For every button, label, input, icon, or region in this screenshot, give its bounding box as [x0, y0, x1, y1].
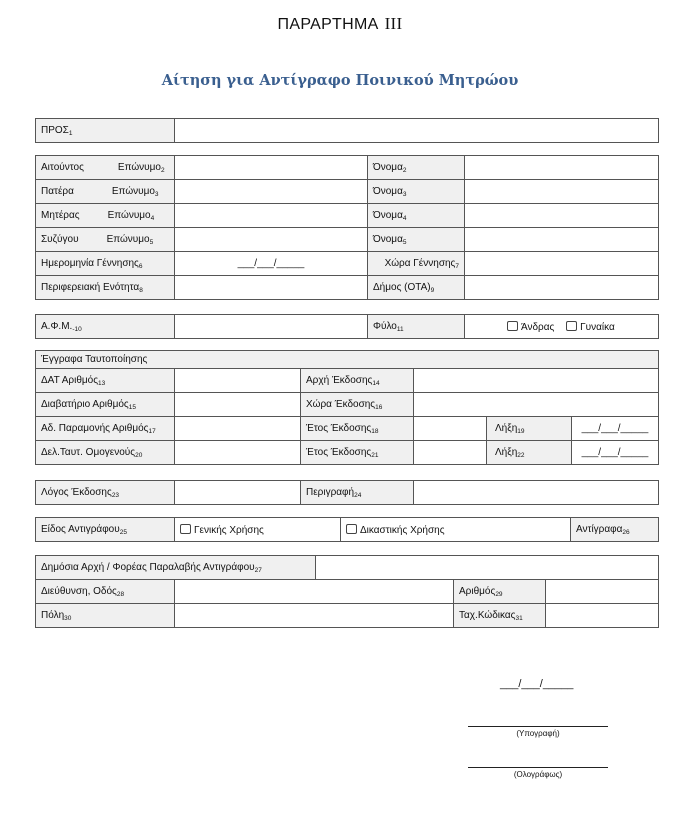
- region-field[interactable]: [175, 276, 368, 300]
- father-name-field[interactable]: [465, 180, 659, 204]
- street-number-field[interactable]: [546, 580, 659, 604]
- fullname-line[interactable]: [468, 767, 608, 768]
- spouse-name-label: Όνομα$_5$: [368, 228, 465, 252]
- reason-section: [35, 480, 659, 505]
- expiry-a-label: Λήξη$_{19}$: [487, 417, 572, 441]
- signature-caption: (Υπογραφή): [516, 729, 560, 738]
- spouse-surname-field[interactable]: [175, 228, 368, 252]
- general-use-checkbox[interactable]: [180, 524, 191, 534]
- issue-year-a-label: Έτος Έκδοσης$_{18}$: [301, 417, 414, 441]
- annex-heading: [0, 14, 680, 34]
- dat-label: ΔΑΤ Αριθμός$_{13}$: [36, 369, 175, 393]
- copy-type-section: [35, 517, 659, 542]
- afm-field[interactable]: [175, 315, 368, 339]
- municipality-label: Δήμος $(OTA)_9$: [368, 276, 465, 300]
- judicial-use-checkbox[interactable]: [346, 524, 357, 534]
- issue-country-label: Χώρα Έκδοσης$_{16}$: [301, 393, 414, 417]
- birth-date-field[interactable]: ___/___/_____: [175, 252, 368, 276]
- personal-data-section: [35, 155, 659, 300]
- male-checkbox[interactable]: [507, 321, 518, 331]
- birth-date-label: Ημερομηνία Γέννησης$_6$: [36, 252, 175, 276]
- father-surname-label: Πατέρα Επώνυμο$_3$: [36, 180, 175, 204]
- region-label: Περιφερειακή Ενότητα$_8$: [36, 276, 175, 300]
- birth-country-field[interactable]: [465, 252, 659, 276]
- signature-line[interactable]: [468, 726, 608, 727]
- municipality-field[interactable]: [465, 276, 659, 300]
- receiver-heading: Δημόσια Αρχή / Φορέας Παραλαβής Αντιγράφου$_{27}$: [36, 556, 316, 580]
- address-field[interactable]: [175, 580, 454, 604]
- general-use-option: [175, 518, 341, 542]
- mother-name-label: Όνομα$_4$: [368, 204, 465, 228]
- passport-field[interactable]: [175, 393, 301, 417]
- description-field[interactable]: [414, 481, 659, 505]
- tax-gender-section: [35, 314, 659, 339]
- birth-country-label: Χώρα Γέννησης$_7$: [368, 252, 465, 276]
- passport-label: Διαβατήριο Αριθμός$_{15}$: [36, 393, 175, 417]
- applicant-name-field[interactable]: [465, 156, 659, 180]
- receiver-section: [35, 555, 659, 628]
- spouse-name-field[interactable]: [465, 228, 659, 252]
- father-name-label: Όνομα$_3$: [368, 180, 465, 204]
- postcode-field[interactable]: [546, 604, 659, 628]
- judicial-use-label: Δικαστικής Χρήσης: [360, 524, 445, 536]
- afm-label: $A.\Phi.M._{-10}$: [36, 315, 175, 339]
- issue-year-b-label: Έτος Έκδοσης$_{21}$: [301, 441, 414, 465]
- applicant-name-label: Όνομα$_2$: [368, 156, 465, 180]
- city-field[interactable]: [175, 604, 454, 628]
- signature-date-field[interactable]: ___/___/_____: [500, 678, 574, 690]
- omogenous-id-label: Δελ.Ταυτ. Ομογενούς$_{20}$: [36, 441, 175, 465]
- issue-year-b-field[interactable]: [414, 441, 487, 465]
- reason-field[interactable]: [175, 481, 301, 505]
- expiry-b-label: Λήξη$_{22}$: [487, 441, 572, 465]
- fullname-caption: (Ολογράφως): [513, 770, 563, 779]
- annex-number: III: [384, 14, 403, 33]
- applicant-surname-field[interactable]: [175, 156, 368, 180]
- id-documents-section: [35, 350, 659, 465]
- general-use-label: Γενικής Χρήσης: [194, 524, 264, 536]
- expiry-a-field[interactable]: ___/___/_____: [572, 417, 659, 441]
- residence-permit-label: Αδ. Παραμονής Αριθμός$_{17}$: [36, 417, 175, 441]
- recipient-label: $\Pi PO\Sigma_1$: [36, 119, 175, 143]
- reason-label: Λόγος Έκδοσης$_{23}$: [36, 481, 175, 505]
- mother-name-field[interactable]: [465, 204, 659, 228]
- description-label: Περιγραφή$_{24}$: [301, 481, 414, 505]
- receiver-field[interactable]: [316, 556, 659, 580]
- postcode-label: Ταχ.Κώδικας$_{31}$: [454, 604, 546, 628]
- female-label: Γυναίκα: [580, 321, 615, 333]
- issue-year-a-field[interactable]: [414, 417, 487, 441]
- city-label: Πόλη$_{30}$: [36, 604, 175, 628]
- father-surname-field[interactable]: [175, 180, 368, 204]
- expiry-b-field[interactable]: ___/___/_____: [572, 441, 659, 465]
- copies-label: Αντίγραφα$_{26}$: [571, 518, 659, 542]
- omogenous-id-field[interactable]: [175, 441, 301, 465]
- male-label: Άνδρας: [521, 321, 555, 333]
- gender-options: [465, 315, 659, 339]
- judicial-use-option: [341, 518, 571, 542]
- issue-country-field[interactable]: [414, 393, 659, 417]
- gender-label: Φύλο$_{11}$: [368, 315, 465, 339]
- id-documents-heading: Έγγραφα Ταυτοποίησης: [36, 351, 659, 369]
- residence-permit-field[interactable]: [175, 417, 301, 441]
- recipient-section: [35, 118, 659, 143]
- copy-type-label: Είδος Αντιγράφου$_{25}$: [36, 518, 175, 542]
- spouse-surname-label: Συζύγου Επώνυμο$_5$: [36, 228, 175, 252]
- annex-label: ΠΑΡΑΡΤΗΜΑ: [277, 16, 379, 33]
- female-checkbox[interactable]: [566, 321, 577, 331]
- authority-label: Αρχή Έκδοσης$_{14}$: [301, 369, 414, 393]
- form-title: Αίτηση για Αντίγραφο Ποινικού Μητρώου: [161, 72, 519, 89]
- applicant-surname-label: Αιτούντος Επώνυμο$_2$: [36, 156, 175, 180]
- authority-field[interactable]: [414, 369, 659, 393]
- dat-field[interactable]: [175, 369, 301, 393]
- address-label: Διεύθυνση, Οδός$_{28}$: [36, 580, 175, 604]
- mother-surname-label: Μητέρας Επώνυμο$_4$: [36, 204, 175, 228]
- recipient-field[interactable]: [175, 119, 659, 143]
- street-number-label: Αριθμός$_{29}$: [454, 580, 546, 604]
- mother-surname-field[interactable]: [175, 204, 368, 228]
